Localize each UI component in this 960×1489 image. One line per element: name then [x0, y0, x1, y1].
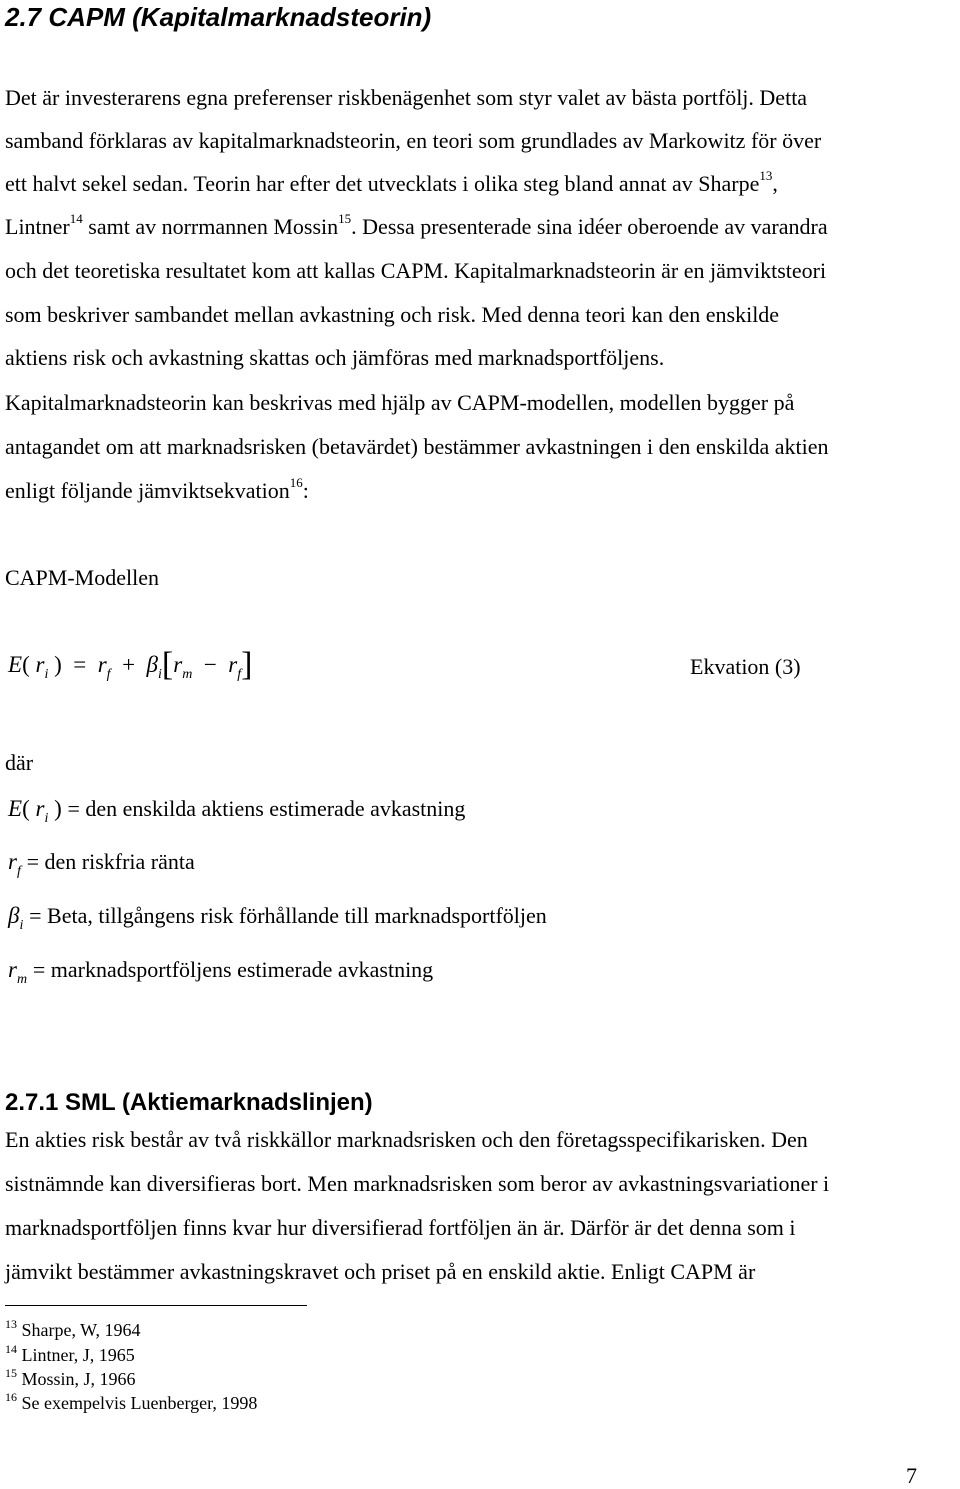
footnote-ref: 16: [289, 475, 303, 490]
text-line: Det är investerarens egna preferenser riskbenägenhet som styr valet av bästa portfölj. Detta: [5, 85, 808, 110]
text-line: som beskriver sambandet mellan avkastning och risk. Med denna teori kan den enskilde: [5, 302, 780, 327]
footnote: $^{16}$ Se exempelvis Luenberger, 1998: [5, 1390, 258, 1413]
text-line: ett halvt sekel sedan. Teorin har efter det utvecklats i olika steg bland annat av Sharpe$^{13}$,: [5, 168, 778, 196]
text-line: En akties risk består av två riskkällor marknadsrisken och den företagsspecifikarisken. Den: [5, 1127, 808, 1152]
text-line: Lintner$^{14}$ samt av norrmannen Mossin$^{15}$. Dessa presenterade sina idéer oberoende av varandra: [5, 211, 828, 239]
definition-expected-return: E( $r_i$ ) = den enskilda aktiens estimerade avkastning: [8, 796, 466, 826]
footnote-ref: 13: [759, 168, 773, 183]
text-line: jämvikt bestämmer avkastningskravet och priset på en enskild aktie. Enligt CAPM är: [5, 1259, 756, 1284]
text-line: Kapitalmarknadsteorin kan beskrivas med hjälp av CAPM-modellen, modellen bygger på: [5, 390, 795, 415]
where-label: där: [5, 750, 34, 775]
definition-beta: $\beta_i$ = Beta, tillgångens risk förhållande till marknadsportföljen: [8, 903, 547, 933]
footnote-separator: [5, 1305, 307, 1306]
text-line: aktiens risk och avkastning skattas och jämföras med marknadsportföljens.: [5, 345, 665, 370]
section-heading: 2.7 CAPM (Kapitalmarknadsteorin): [5, 2, 432, 32]
subsection-heading: 2.7.1 SML (Aktiemarknadslinjen): [5, 1089, 373, 1116]
text-line: sistnämnde kan diversifieras bort. Men marknadsrisken som beror av avkastningsvariationer i: [5, 1171, 830, 1196]
footnote: $^{15}$ Mossin, J, 1966: [5, 1366, 136, 1389]
text-line: samband förklaras av kapitalmarknadsteorin, en teori som grundlades av Markowitz för över: [5, 128, 822, 153]
text-line: antagandet om att marknadsrisken (betavärdet) bestämmer avkastningen i den enskilda aktien: [5, 434, 829, 459]
footnote: $^{14}$ Lintner, J, 1965: [5, 1342, 135, 1365]
footnote-ref: 15: [338, 211, 352, 226]
text-line: och det teoretiska resultatet kom att kallas CAPM. Kapitalmarknadsteorin är en jämviktsteori: [5, 258, 827, 283]
capm-equation: E( $r_i$ ) = $r_f + \beta_i[r_m - r_f]$: [8, 646, 253, 683]
definition-riskfree-rate: $r_f$ = den riskfria ränta: [8, 849, 195, 879]
text-line: enligt följande jämviktsekvation$^{16}$:: [5, 475, 309, 503]
footnote: $^{13}$ Sharpe, W, 1964: [5, 1317, 141, 1340]
equation-label: Ekvation (3): [690, 654, 801, 679]
text-line: marknadsportföljen finns kvar hur diversifierad fortföljen än är. Därför är det denna som i: [5, 1215, 796, 1240]
footnote-ref: 14: [69, 211, 83, 226]
definition-market-return: $r_m$ = marknadsportföljens estimerade avkastning: [8, 957, 434, 987]
page-number: 7: [906, 1463, 917, 1488]
model-title: CAPM-Modellen: [5, 565, 159, 590]
